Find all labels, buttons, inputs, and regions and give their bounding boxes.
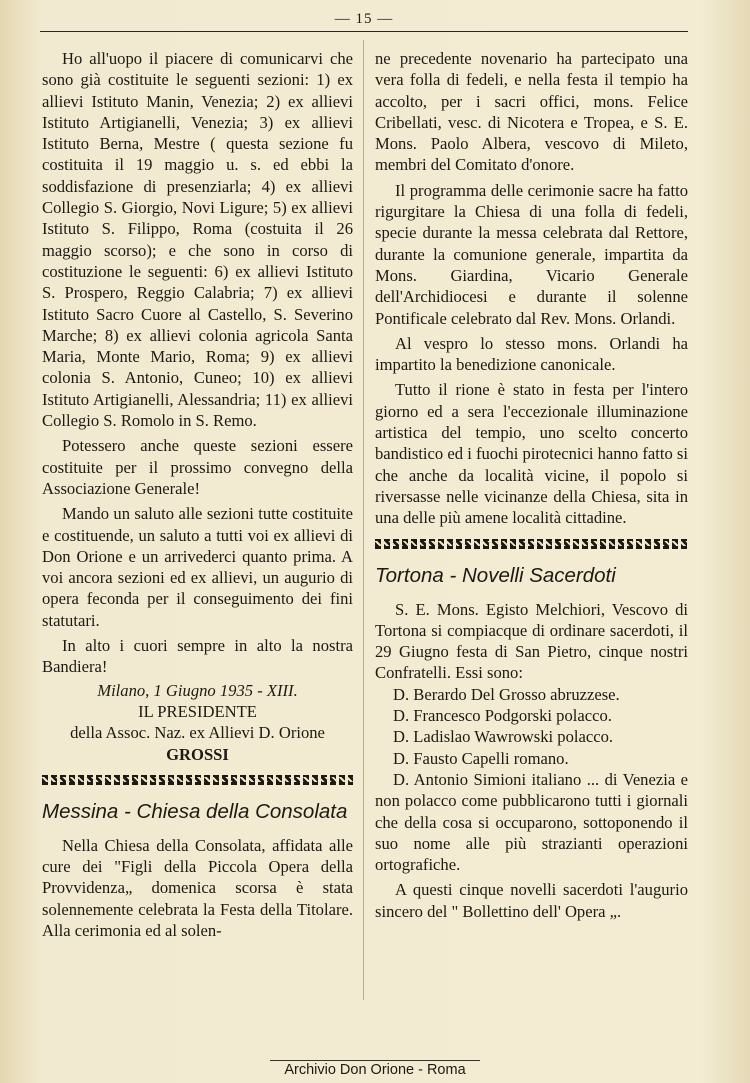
page-number: — 15 — <box>334 11 394 27</box>
signoff-date: Milano, 1 Giugno 1935 - XIII. <box>97 680 298 700</box>
list-item: D. Antonio Simioni italiano ... di Venezia e non polacco come pubblicarono tutti i giornali che della cosa si occuparono, sottoponendo il suo nome alle più strazianti operazioni ortografiche. <box>375 769 688 875</box>
right-column <box>375 48 688 922</box>
signoff-title: IL PRESIDENTE <box>138 701 257 721</box>
archive-footer: Archivio Don Orione - Roma <box>284 1062 466 1078</box>
paragraph: S. E. Mons. Egisto Melchiori, Vescovo di Tortona si compiacque di ordinare sacerdoti, il 29 Giugno festa di San Pietro, cinque nostri Confratelli. Essi sono: <box>375 599 688 683</box>
section-title-tortona: Tortona - Novelli Sacerdoti <box>375 563 616 587</box>
paragraph: Mando un saluto alle sezioni tutte costituite e costituende, un saluto a tutti voi ex allievi di Don Orione e un arrivederci quanto prima. A voi ancora sezioni ed ex allievi, un augurio di opera feconda per il conseguimento dei fini statutari. <box>42 504 353 630</box>
left-column <box>42 48 353 941</box>
list-item: D. Francesco Podgorski polacco. <box>393 706 612 726</box>
paragraph: Tutto il rione è stato in festa per l'intero giorno ed a sera l'eccezionale illuminazione artistica del tempio, uno scelto concerto bandistico ed i fuochi pirotecnici hanno fatto si che anche da località vicine, il popolo si riversasse nelle vicinanze della Chiesa, sita in una delle più amene località cittadine. <box>375 380 688 528</box>
paragraph: Nella Chiesa della Consolata, affidata alle cure dei "Figli della Piccola Opera della Provvidenza„ domenica scorsa è stata solennemente celebrata la Festa della Titolare. Alla cerimonia ed al solen- <box>42 835 353 940</box>
list-item: D. Berardo Del Grosso abruzzese. <box>393 684 620 704</box>
paragraph: Il programma delle cerimonie sacre ha fatto rigurgitare la Chiesa di una folla di fedeli, specie durante la messa celebrata dal Rettore, durante la comunione generale, impartita da Mons. Giardina, Vicario Generale dell'Archidiocesi e durante il solenne Pontificale celebrato dal Rev. Mons. Orlandi. <box>375 180 688 328</box>
ornamental-divider <box>42 775 353 785</box>
ornamental-divider <box>375 539 688 549</box>
paragraph: Potessero anche queste sezioni essere costituite per il prossimo convegno della Associazione Generale! <box>42 436 353 498</box>
paragraph: A questi cinque novelli sacerdoti l'augurio sincero del " Bollettino dell' Opera „. <box>375 880 688 921</box>
page-header <box>40 10 688 32</box>
column-divider <box>363 40 364 1000</box>
section-title-messina: Messina - Chiesa della Consolata <box>42 799 348 823</box>
list-item: D. Fausto Capelli romano. <box>393 748 569 768</box>
list-item: D. Ladislao Wawrowski polacco. <box>393 727 614 747</box>
intro-paragraph: Ho all'uopo il piacere di comunicarvi che sono già costituite le seguenti sezioni: 1) ex allievi Istituto Manin, Venezia; 2) ex allievi Istituto Artigianelli, Venezia; 3) ex allievi Istituto Berna, Mestre ( questa sezione fu costituita il 19 maggio u. s. ed ebbi la soddisfazione di presenziarla; 4) ex allievi Collegio S. Giorgio, Novi Ligure; 5) ex allievi Istituto S. Filippo, Roma (costuita il 26 maggio scorso); e che sono in corso di costituzione le seguenti: 6) ex allievi Istituto S. Prospero, Reggio Calabria; 7) ex allievi Istituto Sacro Cuore al Castello, S. Severino Marche; 8) ex allievi colonia agricola Santa Maria, Monte Mario, Roma; 9) ex allievi colonia S. Antonio, Cuneo; 10) ex allievi Istituto Artigianelli, Alessandria; 11) ex allievi Collegio S. Romolo in S. Remo. <box>42 49 353 431</box>
footer-rule <box>270 1060 480 1061</box>
paragraph: Al vespro lo stesso mons. Orlandi ha impartito la benedizione canonicale. <box>375 333 688 375</box>
signoff-organization: della Assoc. Naz. ex Allievi D. Orione <box>70 723 325 743</box>
paragraph: In alto i cuori sempre in alto la nostra Bandiera! <box>42 636 353 677</box>
paragraph: ne precedente novenario ha partecipato una vera folla di fedeli, e nella festa il tempio ha accolto, per i sacri offici, mons. Felice Cribellati, vesc. di Nicotera e Tropea, e S. E. Mons. Paolo Albera, vescovo di Mileto, membri del Comitato d'onore. <box>375 49 688 175</box>
header-rule <box>40 31 688 32</box>
signoff-name: GROSSI <box>166 744 229 764</box>
